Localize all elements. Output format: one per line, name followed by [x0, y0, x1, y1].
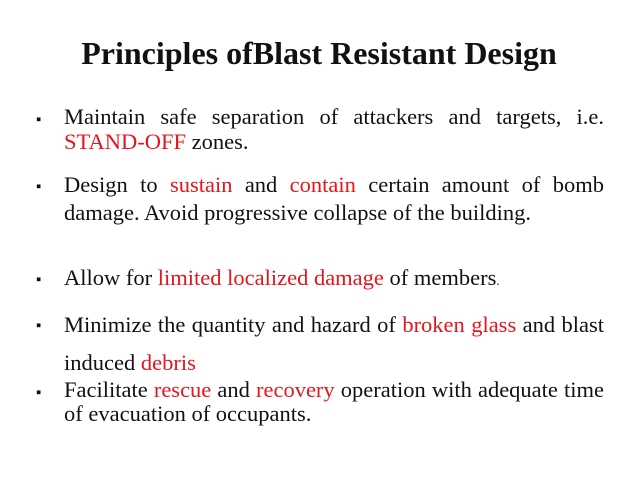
bullet-text-plain: and blast induced	[64, 312, 604, 375]
bullet-text-plain: Design to	[64, 172, 170, 197]
bullet-text	[64, 264, 604, 295]
bullet-item-stand-off	[36, 104, 604, 154]
bullet-text	[64, 306, 604, 382]
bullet-text-plain: operation with adequate time of evacuation of occupants.	[64, 377, 604, 426]
bullet-text-plain: certain amount of bomb damage. Avoid progressive collapse of the building.	[64, 172, 604, 225]
highlight-broken-glass: broken glass	[402, 312, 517, 337]
bullet-text	[64, 378, 604, 426]
bullet-text-plain: Minimize the quantity and hazard of	[64, 312, 403, 337]
highlight-limited-localized-damage: limited localized damage	[157, 265, 384, 290]
highlight-contain: contain	[289, 172, 356, 197]
highlight-sustain: sustain	[169, 172, 233, 197]
bullet-text-plain: Facilitate	[64, 377, 154, 402]
bullet-text-period: .	[496, 273, 500, 288]
bullet-item-rescue-recovery	[36, 378, 604, 426]
highlight-rescue: rescue	[153, 377, 212, 402]
bullet-item-broken-glass	[36, 306, 604, 382]
bullet-item-sustain-contain	[36, 171, 604, 227]
bullet-text-plain: Allow for	[64, 265, 158, 290]
bullet-text	[64, 104, 604, 154]
bullet-text-plain: Maintain safe separation of attackers and targets, i.e.	[64, 104, 604, 129]
bullet-item-localized-damage	[36, 264, 604, 295]
highlight-debris: debris	[140, 350, 196, 375]
square-bullet-icon: ▪	[36, 318, 42, 334]
bullet-text-plain: and	[232, 172, 290, 197]
square-bullet-icon: ▪	[36, 179, 42, 195]
square-bullet-icon: ▪	[36, 385, 42, 401]
square-bullet-icon: ▪	[36, 272, 42, 288]
highlight-recovery: recovery	[255, 377, 335, 402]
square-bullet-icon: ▪	[36, 112, 42, 128]
highlight-stand-off: STAND-OFF	[64, 129, 186, 154]
bullet-text	[64, 171, 604, 227]
slide-title: Principles ofBlast Resistant Design	[81, 35, 557, 71]
bullet-text-plain: zones.	[185, 129, 249, 154]
bullet-text-plain: and	[211, 377, 256, 402]
bullet-text-plain: of members	[383, 265, 497, 290]
